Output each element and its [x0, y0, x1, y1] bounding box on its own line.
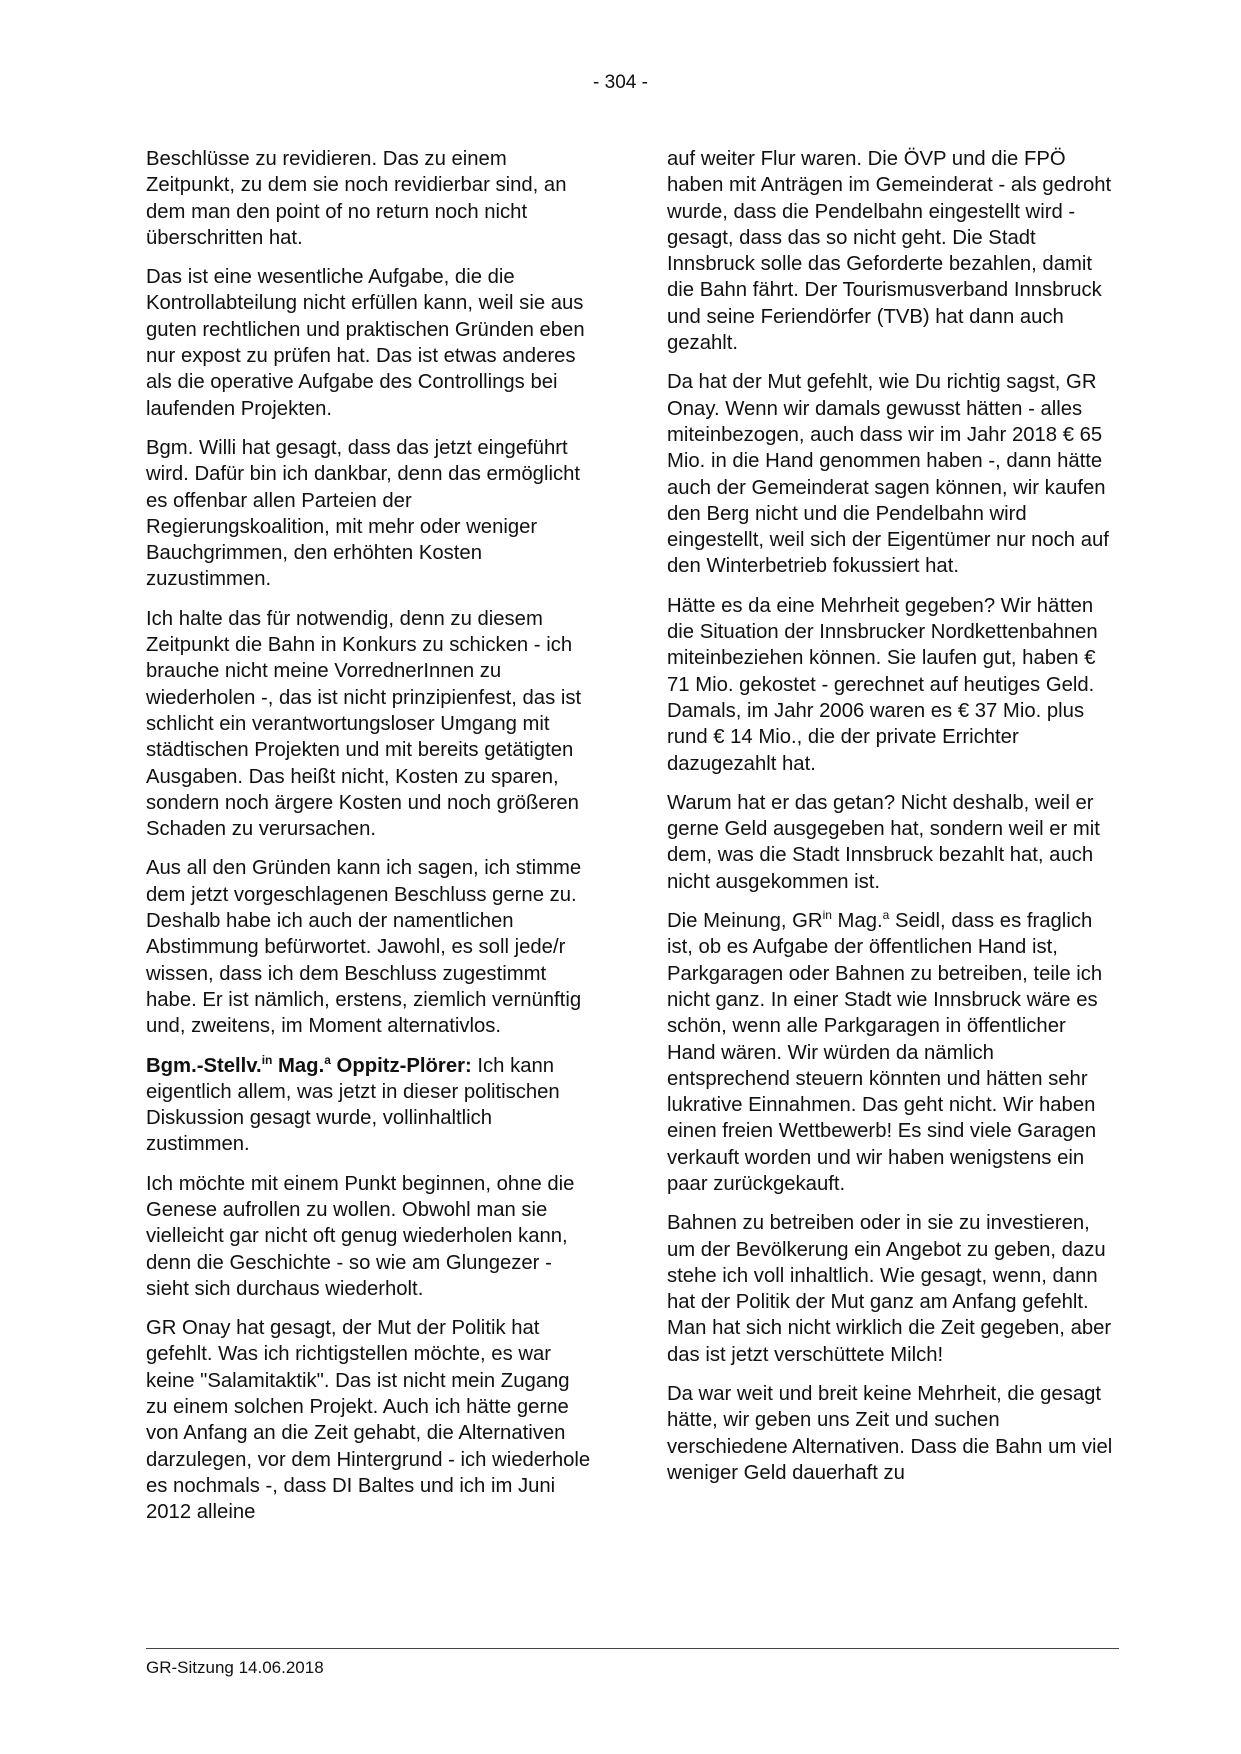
text-run: Seidl, dass es fraglich ist, ob es Aufgabe der öffentlichen Hand ist, Parkgaragen oder Bahnen zu betreiben, teile ich nicht ganz. In einer Stadt wie Innsbruck wäre es schön, wenn alle Parkgaragen in öffentlicher Hand wären. Wir würden da nämlich entsprechend steuern könnten und hätten sehr lukrative Einnahmen. Das geht nicht. Wir haben einen freien Wettbewerb! Es sind viele Garagen verkauft worden und wir haben wenigstens ein paar zurückgekauft.	[667, 910, 1103, 1195]
footer-divider	[146, 1648, 1119, 1649]
paragraph: Beschlüsse zu revidieren. Das zu einem Zeitpunkt, zu dem sie noch revidierbar sind, an dem man den point of no return noch nicht überschritten hat.	[146, 148, 567, 249]
page-number: - 304 -	[593, 72, 648, 93]
paragraph: Da war weit und breit keine Mehrheit, die gesagt hätte, wir geben uns Zeit und suchen verschiedene Alternativen. Dass die Bahn um viel weniger Geld dauerhaft zu	[667, 1383, 1113, 1484]
superscript: a	[882, 908, 890, 923]
paragraph: Warum hat er das getan? Nicht deshalb, weil er gerne Geld ausgegeben hat, sondern weil er mit dem, was die Stadt Innsbruck bezahlt hat, auch nicht ausgekommen ist.	[667, 791, 1100, 893]
paragraph: Ich halte das für notwendig, denn zu diesem Zeitpunkt die Bahn in Konkurs zu schicken - ich brauche nicht meine VorrednerInnen zu wiederholen -, das ist nicht prinzipienfest, das ist schlicht ein verantwortungsloser Umgang mit städtischen Projekten und mit bereits getätigten Ausgaben. Das heißt nicht, Kosten zu sparen, sondern noch ärgere Kosten und noch größeren Schaden zu verursachen.	[146, 607, 582, 841]
right-column	[667, 146, 1117, 1499]
left-column	[146, 146, 591, 1539]
speaker-title: Bgm.-Stellv.	[146, 1054, 262, 1077]
speaker-name	[146, 1052, 472, 1077]
paragraph: Hätte es da eine Mehrheit gegeben? Wir hätten die Situation der Innsbrucker Nordkettenbahnen miteinbeziehen können. Sie laufen gut, haben € 71 Mio. gekostet - gerechnet auf heutiges Geld. Damals, im Jahr 2006 waren es € 37 Mio. plus rund € 14 Mio., die der private Errichter dazugezahlt hat.	[667, 594, 1098, 775]
paragraph	[667, 908, 1117, 1197]
speaker-surname: Oppitz-Plörer:	[330, 1054, 472, 1077]
paragraph: Bahnen zu betreiben oder in sie zu investieren, um der Bevölkerung ein Angebot zu geben, dazu stehe ich voll inhaltlich. Wie gesagt, wenn, dann hat der Politik der Mut ganz am Anfang gefehlt. Man hat sich nicht wirklich die Zeit gegeben, aber das ist jetzt verschüttete Milch!	[667, 1212, 1112, 1366]
speaker-paragraph	[146, 1053, 591, 1158]
paragraph: Da hat der Mut gefehlt, wie Du richtig sagst, GR Onay. Wenn wir damals gewusst hätten - alles miteinbezogen, auch dass wir im Jahr 2018 € 65 Mio. in die Hand genommen haben -, dann hätte auch der Gemeinderat sagen können, wir kaufen den Berg nicht und die Pendelbahn wird eingestellt, weil sich der Eigentümer nur noch auf den Winterbetrieb fokussiert hat.	[667, 371, 1109, 578]
paragraph: auf weiter Flur waren. Die ÖVP und die FPÖ haben mit Anträgen im Gemeinderat - als gedroht wurde, dass die Pendelbahn eingestellt wird - gesagt, dass das so nicht geht. Die Stadt Innsbruck solle das Geforderte bezahlen, damit die Bahn fährt. Der Tourismusverband Innsbruck und seine Feriendörfer (TVB) hat dann auch gezahlt.	[667, 148, 1112, 355]
text-run: Mag.	[831, 910, 883, 933]
superscript: in	[822, 908, 832, 923]
footer-text: GR-Sitzung 14.06.2018	[146, 1658, 324, 1677]
text-run: Die Meinung, GR	[667, 910, 823, 933]
paragraph: Bgm. Willi hat gesagt, dass das jetzt eingeführt wird. Dafür bin ich dankbar, denn das ermöglicht es offenbar allen Parteien der Regierungskoalition, mit mehr oder weniger Bauchgrimmen, den erhöhten Kosten zuzustimmen.	[146, 436, 581, 591]
speaker-degree: Mag.	[272, 1054, 325, 1077]
speaker-statement: Ich kann eigentlich allem, was jetzt in dieser politischen Diskussion gesagt wurde, vollinhaltlich zustimmen.	[146, 1054, 560, 1156]
paragraph: GR Onay hat gesagt, der Mut der Politik hat gefehlt. Was ich richtigstellen möchte, es war keine "Salamitaktik". Das ist nicht mein Zugang zu einem solchen Projekt. Auch ich hätte gerne von Anfang an die Zeit gehabt, die Alternativen darzulegen, vor dem Hintergrund - ich wiederhole es nochmals -, dass DI Baltes und ich im Juni 2012 alleine	[146, 1317, 591, 1524]
paragraph: Aus all den Gründen kann ich sagen, ich stimme dem jetzt vorgeschlagenen Beschluss gerne zu. Deshalb habe ich auch der namentlichen Abstimmung befürwortet. Jawohl, es soll jede/r wissen, dass ich dem Beschluss zugestimmt habe. Er ist nämlich, erstens, ziemlich vernünftig und, zweitens, im Moment alternativlos.	[146, 857, 582, 1038]
superscript: in	[261, 1052, 273, 1067]
superscript: a	[324, 1052, 331, 1067]
paragraph: Ich möchte mit einem Punkt beginnen, ohne die Genese aufrollen zu wollen. Obwohl man sie vielleicht gar nicht oft genug wiederholen kann, denn die Geschichte - so wie am Glungezer - sieht sich durchaus wiederholt.	[146, 1172, 575, 1300]
paragraph: Das ist eine wesentliche Aufgabe, die die Kontrollabteilung nicht erfüllen kann, weil sie aus guten rechtlichen und praktischen Gründen eben nur expost zu prüfen hat. Das ist etwas anderes als die operative Aufgabe des Controllings bei laufenden Projekten.	[146, 266, 585, 420]
